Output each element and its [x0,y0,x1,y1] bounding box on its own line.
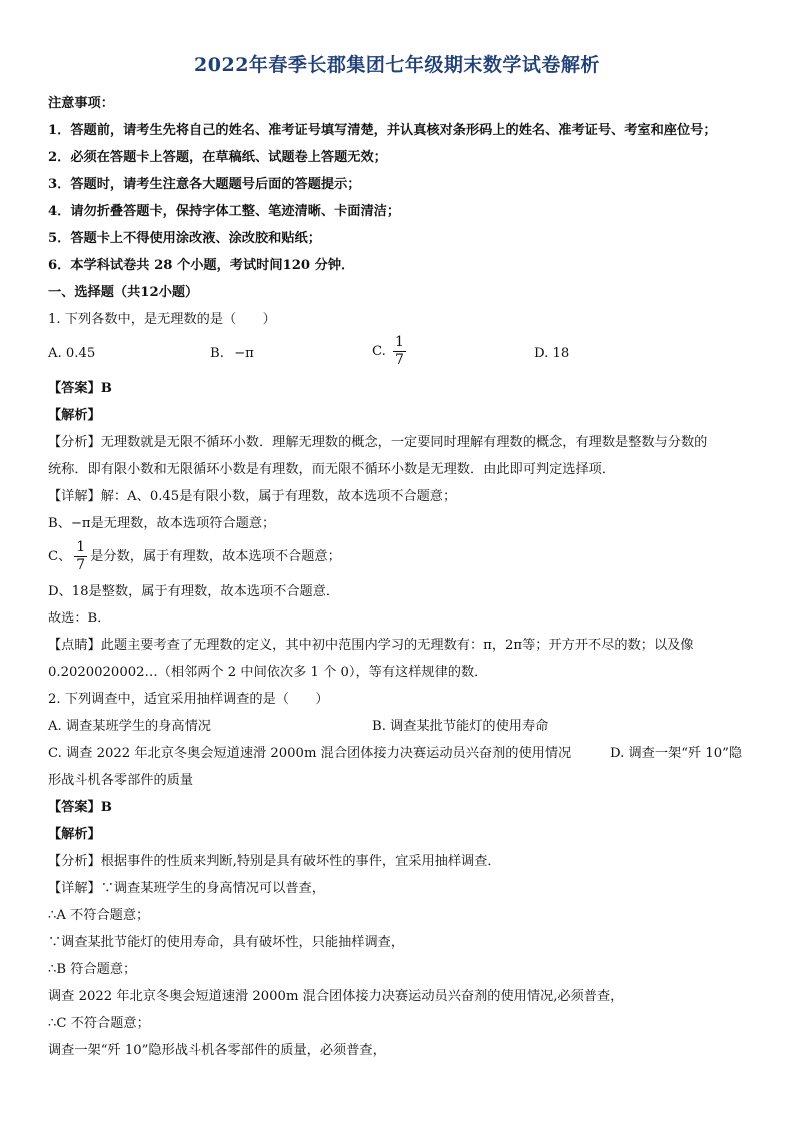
fraction-numerator: 1 [395,334,404,350]
q1-option-c-label: C. [372,344,386,359]
q2-answer: 【答案】B [48,800,112,815]
q2-option-a: A. 调查某班学生的身高情况 [48,719,211,734]
notice-item-3: 3．答题时，请考生注意各大题题号后面的答题提示； [48,177,361,192]
q1-detail-3-suffix: 是分数，属于有理数，故本选项不合题意； [90,549,341,564]
q2-option-c: C. 调查 2022 年北京冬奥会短道速滑 2000m 混合团体接力决赛运动员兴奋剂的使用情况 [48,746,572,761]
q2-detail-line-5: 调查 2022 年北京冬奥会短道速滑 2000m 混合团体接力决赛运动员兴奋剂的使用情况,必须普查， [48,989,624,1004]
fraction-denominator: 7 [76,557,86,573]
notice-item-2: 2．必须在答题卡上答题，在草稿纸、试题卷上答题无效； [48,150,387,165]
q1-detail-line-2: B、−π是无理数，故本选项符合题意； [48,516,276,531]
q2-detail-line-4: ∴B 符合题意； [48,962,137,977]
notice-heading: 注意事项： [48,96,114,111]
fraction-numerator: 1 [76,539,86,555]
q2-detail-line-2: ∴A 不符合题意； [48,908,150,923]
q2-stem: 2. 下列调查中，适宜采用抽样调查的是（ ） [48,692,329,707]
q1-detail-line-1: 【详解】解：A、0.45是有限小数，属于有理数，故本选项不合题意； [48,489,457,504]
q2-option-b: B. 调查某批节能灯的使用寿命 [372,719,549,734]
q1-option-a: A. 0.45 [48,346,96,361]
q1-option-c [372,334,409,369]
section-heading: 一、选择题（共12小题） [48,285,199,300]
q2-fenxi: 【分析】根据事件的性质来判断,特别是具有破坏性的事件，宜采用抽样调查． [48,854,501,869]
page-title: 2022年春季长郡集团七年级期末数学试卷解析 [194,54,600,76]
q1-detail-3-prefix: C、 [48,549,72,564]
q1-choose: 故选：B． [48,611,111,626]
notice-item-4: 4．请勿折叠答题卡，保持字体工整、笔迹清晰、卡面清洁； [48,204,401,219]
q2-option-d-line-2: 形战斗机各零部件的质量 [48,773,194,788]
q2-detail-line-3: ∵调查某批节能灯的使用寿命，具有破坏性，只能抽样调查， [48,935,405,950]
q1-option-d: D. 18 [534,346,570,361]
q1-dianjing-line-2: 0.2020020002…（相邻两个 2 中间依次多 1 个 0），等有这样规律的数． [48,665,488,680]
q1-analysis-heading: 【解析】 [48,408,101,423]
q2-analysis-heading: 【解析】 [48,827,101,842]
notice-item-6: 6．本学科试卷共 28 个小题，考试时间120 分钟． [48,258,355,273]
q1-detail-line-3 [48,539,754,574]
fraction-denominator: 7 [395,352,404,368]
q1-option-b-value: −π [234,346,254,361]
q2-detail-line-7: 调查一架“歼 10”隐形战斗机各零部件的质量，必须普查， [48,1043,386,1058]
q1-dianjing-line-1: 【点睛】此题主要考查了无理数的定义，其中初中范围内学习的无理数有：π，2π等；开方开不尽的数；以及像 [48,638,694,653]
notice-item-1: 1．答题前，请考生先将自己的姓名、准考证号填写清楚，并认真核对条形码上的姓名、准考证号、考室和座位号； [48,123,717,138]
q1-option-c-fraction [393,334,406,369]
notice-item-5: 5．答题卡上不得使用涂改液、涂改胶和贴纸； [48,231,321,246]
q1-answer: 【答案】B [48,381,112,396]
q1-stem: 1. 下列各数中，是无理数的是（ ） [48,312,276,327]
q2-option-d-line-1: D. 调查一架“歼 10”隐 [610,746,743,761]
q1-detail-3-fraction [74,539,87,574]
q1-fenxi-line-2: 统称．即有限小数和无限循环小数是有理数，而无限不循环小数是无理数．由此即可判定选择项． [48,462,616,477]
q1-detail-line-4: D、18是整数，属于有理数，故本选项不合题意． [48,584,340,599]
q1-option-b [210,344,254,363]
q1-fenxi-line-1: 【分析】无理数就是无限不循环小数．理解无理数的概念，一定要同时理解有理数的概念，有理数是整数与分数的 [48,435,708,450]
q2-detail-line-1: 【详解】∵调查某班学生的身高情况可以普查， [48,881,325,896]
q1-option-b-label: B. [210,346,224,361]
q2-detail-line-6: ∴C 不符合题意； [48,1016,150,1031]
